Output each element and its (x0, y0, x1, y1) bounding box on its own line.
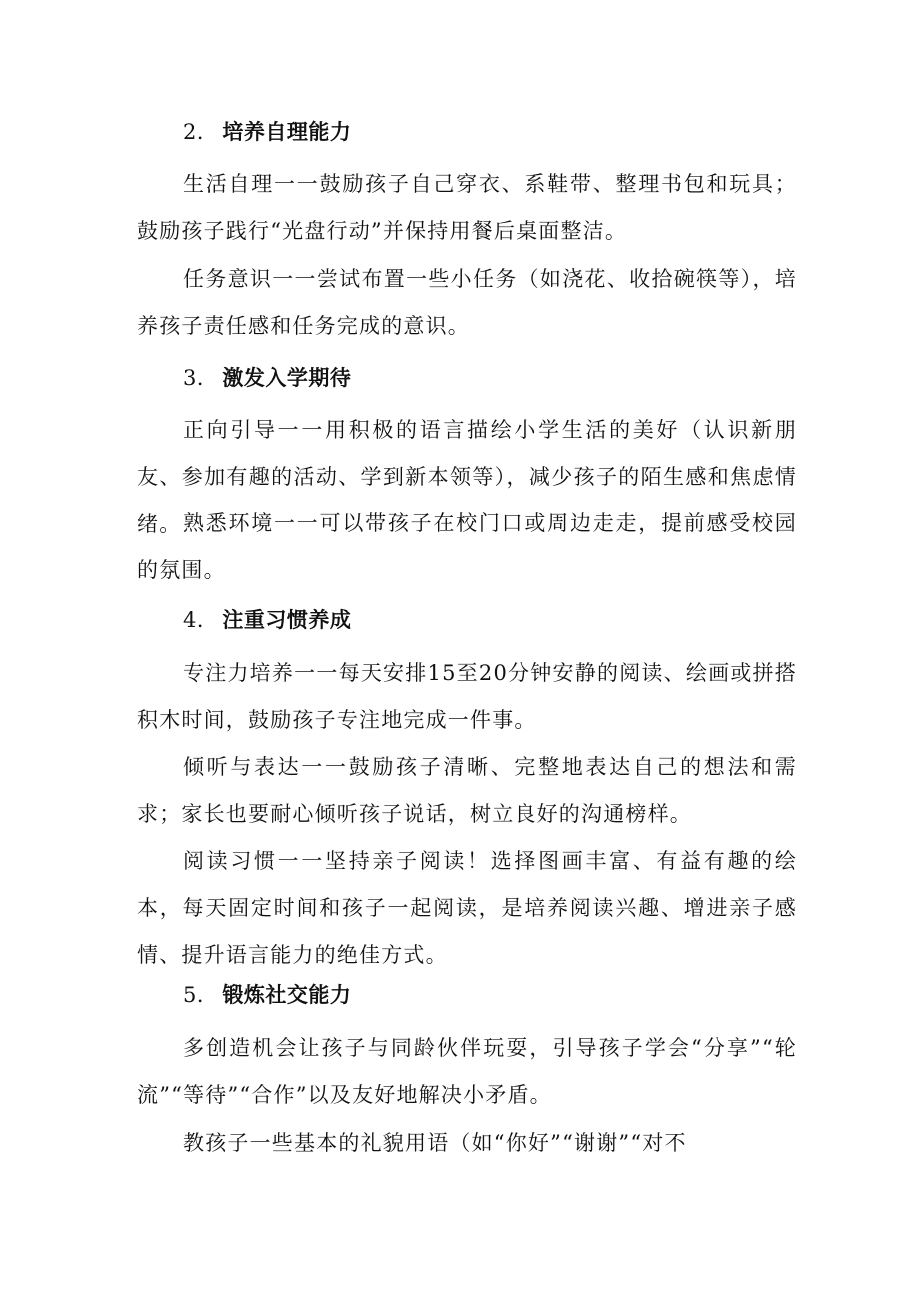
section-number: 5． (183, 983, 219, 1007)
paragraph: 教孩子一些基本的礼貌用语（如“你好”“谢谢”“对不 (183, 1131, 687, 1155)
paragraph: 多创造机会让孩子与同龄伙伴玩耍，引导孩子学会“分享”“轮流”“等待”“合作”以及友好地解决小矛盾。 (137, 1036, 797, 1107)
section-title: 激发入学期待 (222, 366, 352, 390)
section-number: 2． (183, 120, 219, 144)
section-title: 锻炼社交能力 (222, 983, 352, 1007)
section-title: 注重习惯养成 (222, 608, 352, 632)
paragraph: 倾听与表达一一鼓励孩子清晰、完整地表达自己的想法和需求；家长也要耐心倾听孩子说话，树立良好的沟通榜样。 (137, 755, 797, 826)
paragraph: 阅读习惯一一坚持亲子阅读！选择图画丰富、有益有趣的绘本，每天固定时间和孩子一起阅读，是培养阅读兴趣、增进亲子感情、提升语言能力的绝佳方式。 (137, 849, 797, 967)
section-heading-3 (183, 363, 351, 393)
section-number: 3． (183, 366, 219, 390)
paragraph: 任务意识一一尝试布置一些小任务（如浇花、收拾碗筷等），培养孩子责任感和任务完成的意识。 (137, 267, 797, 338)
section-heading-5 (183, 980, 351, 1010)
section-title: 培养自理能力 (222, 120, 352, 144)
paragraph: 正向引导一一用积极的语言描绘小学生活的美好（认识新朋友、参加有趣的活动、学到新本领等），减少孩子的陌生感和焦虑情绪。 (137, 418, 797, 536)
section-heading-4 (183, 605, 351, 635)
paragraph: 熟悉环境一一可以带孩子在校门口或周边走走，提前感受校园的氛围。 (137, 511, 797, 582)
section-heading-2 (183, 117, 351, 147)
section-number: 4． (183, 608, 219, 632)
paragraph: 生活自理一一鼓励孩子自己穿衣、系鞋带、整理书包和玩具；鼓励孩子践行“光盘行动”并保持用餐后桌面整洁。 (137, 172, 797, 243)
paragraph: 专注力培养一一每天安排15至20分钟安静的阅读、绘画或拼搭积木时间，鼓励孩子专注地完成一件事。 (137, 661, 797, 732)
